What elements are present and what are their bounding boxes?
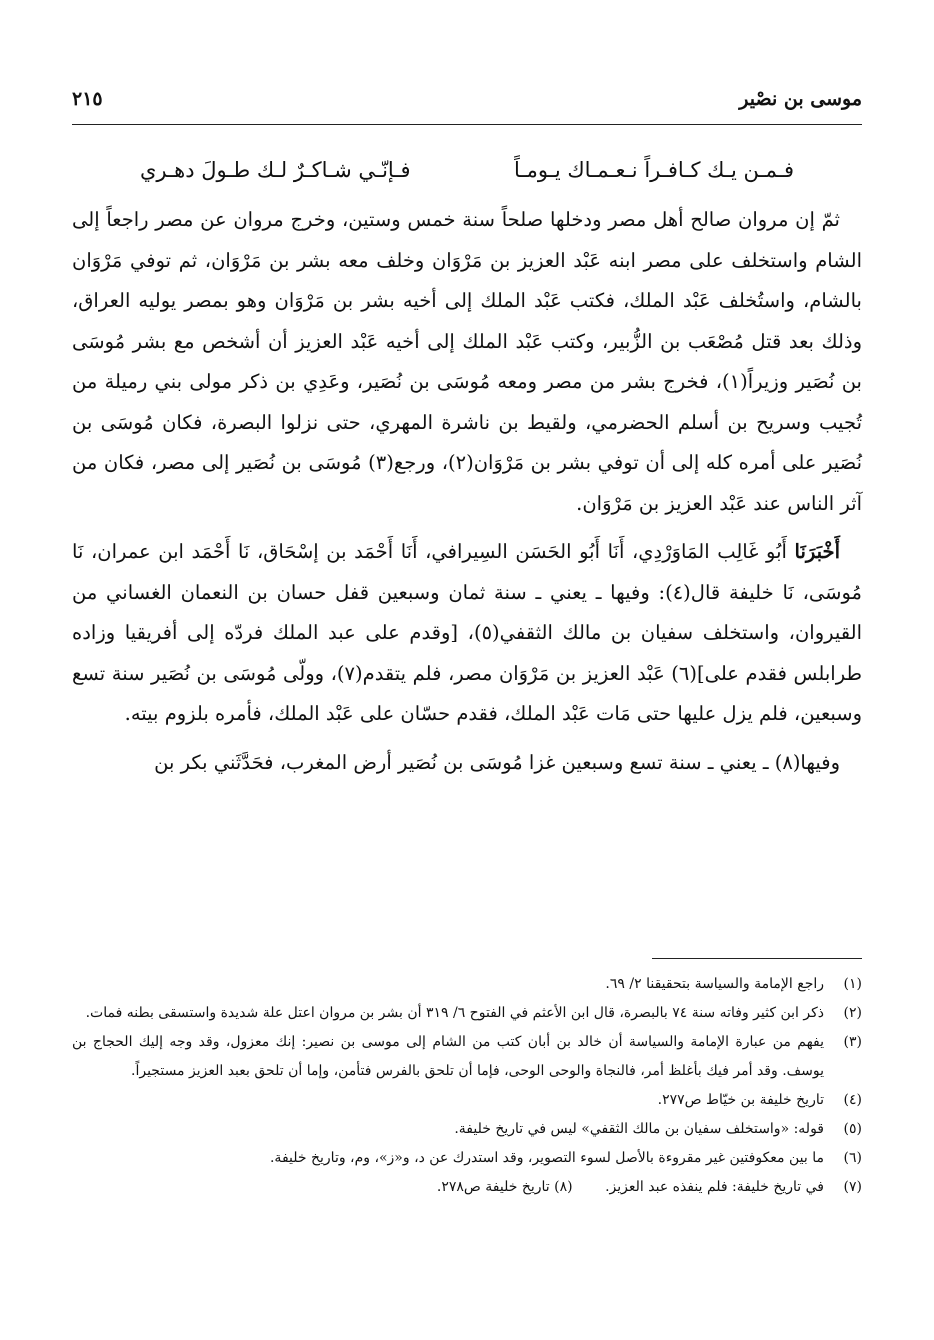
footnote-number: (٦) (843, 1150, 862, 1166)
isnad-text: أَبُو غَالِب المَاوَرْدِي، أَنَا أَبُو الحَسَن السِيرافي، أَنَا أَحْمَد بن إسْحَاق، نَا أَحْمَد ابن عمران، نَا مُوسَى، نَا خليفة قال(٤): وفيها ـ يعني ـ سنة ثمان وسبعين قفل حسان بن النعمان الغساني من القيروان، واستخلف سفيان بن مالك الثقفي(٥)، [وقدم على عبد الملك فردّه إلى أفريقيا وزاده طرابلس فقدم على](٦) عَبْد العزيز بن مَرْوَان مصر، فلم يتقدم(٧)، وولّى مُوسَى بن نُصَير سنة تسع وسبعين، فلم يزل عليها حتى مَات عَبْد الملك، فقدم حسّان على عَبْد الملك، فأمره بلزوم بيته. (72, 540, 862, 725)
page-number: ٢١٥ (72, 88, 103, 110)
footnote-item (72, 1028, 862, 1086)
footnote-text: تاريخ خليفة بن خيّاط ص٢٧٧. (657, 1092, 824, 1108)
body-paragraph-continued: وفيها(٨) ـ يعني ـ سنة تسع وسبعين غزا مُوسَى بن نُصَير أرض المغرب، فحَدَّثَني بكر بن (154, 750, 840, 774)
footnote-rule (652, 958, 862, 959)
footnote-number: (٣) (843, 1034, 862, 1050)
footnote-text: ما بين معكوفتين غير مقروءة بالأصل لسوء التصوير، وقد استدرك عن د، و«ز»، وم، وتاريخ خليفة. (269, 1150, 824, 1166)
running-head (72, 88, 862, 118)
footnote-item (72, 1115, 862, 1144)
footnote-text: تاريخ خليفة ص٢٧٨. (436, 1179, 550, 1195)
header-rule (72, 124, 862, 125)
footnote-text: قوله: «واستخلف سفيان بن مالك الثقفي» ليس في تاريخ خليفة. (454, 1121, 824, 1137)
footnote-item (72, 1086, 862, 1115)
main-text (72, 200, 862, 783)
verse-second-hemistich: فـإنّـي شـاكـرٌ لـك طـولَ دهـري (140, 158, 411, 182)
isnad-lead-word: أَخْبَرَنَا (794, 540, 840, 563)
footnote-text: راجع الإمامة والسياسة بتحقيقنا ٢/ ٦٩. (605, 976, 824, 992)
footnote-item (72, 999, 862, 1028)
running-head-title: موسى بن نصْير (739, 88, 862, 110)
footnote-item (72, 1173, 862, 1202)
footnote-number: (٢) (843, 1005, 862, 1021)
verse-first-hemistich: فـمـن يـك كـافـراً نـعـمـاك يـومـاً (514, 158, 794, 182)
footnote-number: (٤) (843, 1092, 862, 1108)
footnote-number: (٥) (843, 1121, 862, 1137)
footnotes (72, 970, 862, 1202)
footnote-number: (٧) (843, 1179, 862, 1195)
footnote-text: يفهم من عبارة الإمامة والسياسة أن خالد بن أبان كتب من الشام إلى موسى بن نصير: إنك معزول، وقد وجه إليك الحجاج بن يوسف. وقد أمر فيك بأغلظ أمر، فالنجاة والوحى الوحى، فإما أن تلحق بالفرس فتأمن، وإما أن تلحق بعبد العزيز مستجيراً. (72, 1034, 824, 1079)
footnote-text: في تاريخ خليفة: فلم ينفذه عبد العزيز. (605, 1179, 824, 1195)
isnad-paragraph (72, 532, 862, 735)
footnote-number: (١) (843, 976, 862, 992)
footnote-number: (٨) (554, 1179, 573, 1195)
footnote-item (72, 1144, 862, 1173)
footnote-item (72, 970, 862, 999)
body-paragraph: ثمّ إن مروان صالح أهل مصر ودخلها صلحاً سنة خمس وستين، وخرج مروان عن مصر راجعاً إلى الشام واستخلف على مصر ابنه عَبْد العزيز بن مَرْوَان وخلف معه بشر بن مَرْوَان، ثم توفي مَرْوَان بالشام، واستُخلف عَبْد الملك، فكتب عَبْد الملك إلى أخيه بشر بن مَرْوَان وهو بمصر يوليه العراق، وذلك بعد قتل مُصْعَب بن الزُّبير، وكتب عَبْد الملك إلى أخيه عَبْد العزيز أن أشخص مع بشر مُوسَى بن نُصَير وزيراً(١)، فخرج بشر من مصر ومعه مُوسَى بن نُصَير، وعَدِي بن ذكر مولى بني رميلة من تُجيب وسريح بن أسلم الحضرمي، ولقيط بن ناشرة المهري، حتى نزلوا البصرة، فكان مُوسَى بن نُصَير على أمره كله إلى أن توفي بشر بن مَرْوَان(٢)، ورجع(٣) مُوسَى بن نُصَير إلى مصر، فكان من آثر الناس عند عَبْد العزيز بن مَرْوَان. (72, 208, 862, 515)
poetry-verse (140, 158, 794, 198)
footnote-text: ذكر ابن كثير وفاته سنة ٧٤ بالبصرة، قال ابن الأعثم في الفتوح ٦/ ٣١٩ أن بشر بن مروان اعتل علة شديدة واستسقى بطنه فمات. (85, 1005, 824, 1021)
